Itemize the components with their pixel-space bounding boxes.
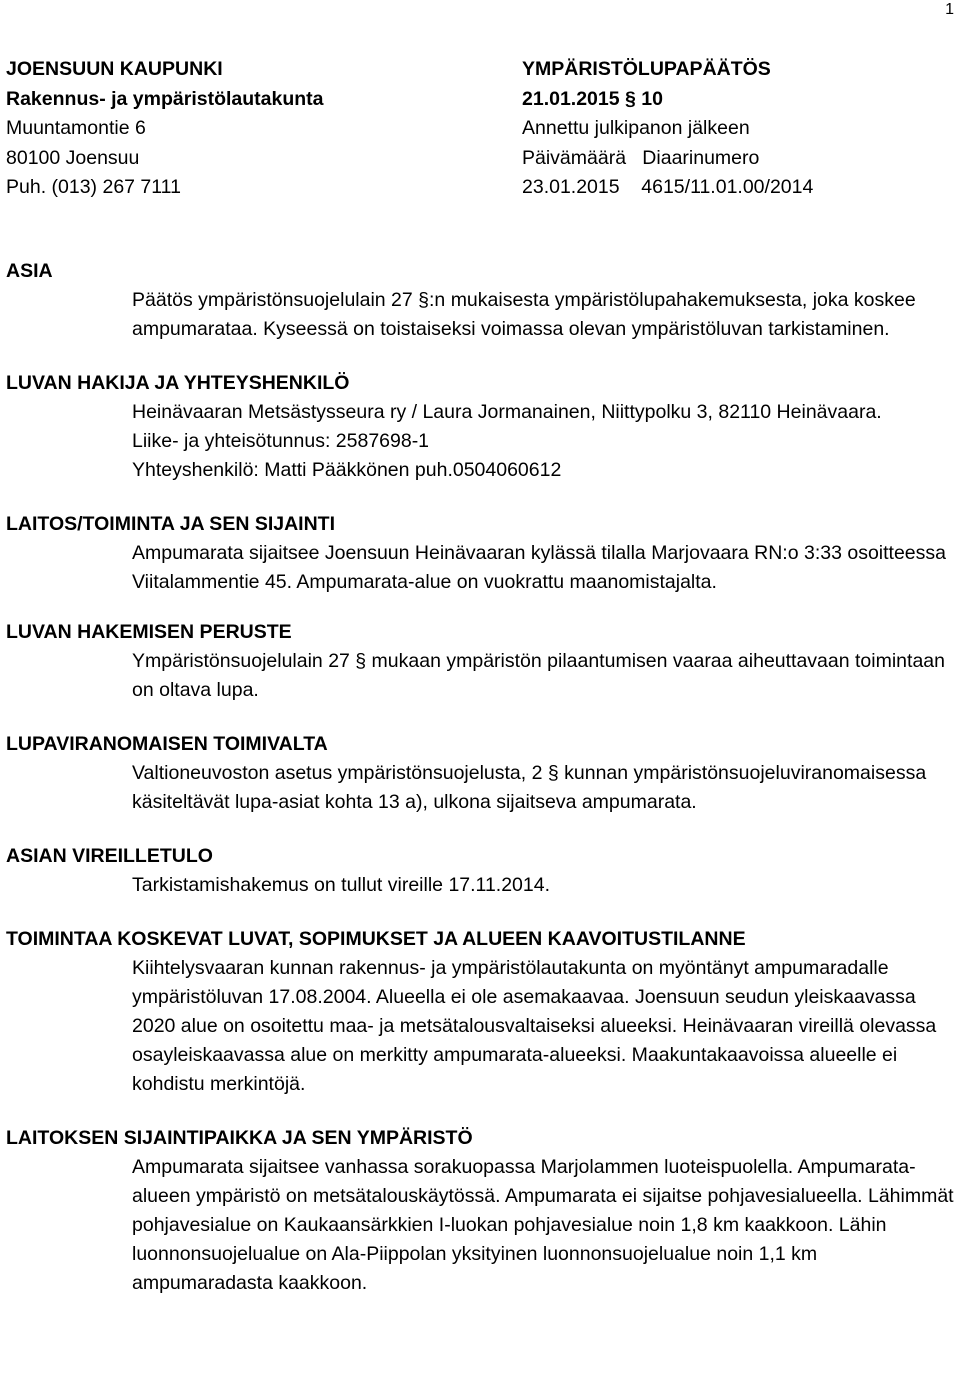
section-heading: ASIA	[6, 260, 53, 282]
paragraph: Ampumarata sijaitsee vanhassa sorakuopassa Marjolammen luoteispuolella. Ampumarata-alueen ympäristö on metsätalouskäytössä. Ampumarata ei sijaitse pohjavesialueella. Lähimmät pohjavesialue on Kaukaansärkkien I-luokan pohjavesialue noin 1,8 km kaakkoon. Lähin luonnonsuojelualue on Ala-Piippolan yksityinen luonnonsuojelualue noin 1,1 km ampumaradasta kaakkoon.	[132, 1156, 954, 1294]
phone-number: Puh. (013) 267 7111	[6, 176, 181, 198]
document-body	[6, 256, 956, 1298]
paragraph: Yhteyshenkilö: Matti Pääkkönen puh.0504060612	[132, 459, 562, 481]
department-name: Rakennus- ja ympäristölautakunta	[6, 87, 324, 110]
letterhead-row	[6, 114, 936, 144]
section-authority	[6, 729, 956, 817]
section-body	[132, 398, 956, 485]
letterhead-row	[6, 55, 936, 85]
document-type: YMPÄRISTÖLUPAPÄÄTÖS	[522, 58, 771, 80]
section-body	[132, 871, 956, 900]
section-asia	[6, 256, 956, 344]
section-body	[132, 539, 956, 597]
paragraph: Ympäristönsuojelulain 27 § mukaan ympäristön pilaantumisen vaaraa aiheuttavaan toimintaan on oltava lupa.	[132, 650, 945, 701]
section-heading: LUVAN HAKEMISEN PERUSTE	[6, 621, 292, 643]
section-basis	[6, 617, 956, 705]
paragraph: Valtioneuvoston asetus ympäristönsuojelusta, 2 § kunnan ympäristönsuojeluviranomaisessa käsiteltävät lupa-asiat kohta 13 a), ulkona sijaitseva ampumarata.	[132, 762, 927, 813]
section-heading: TOIMINTAA KOSKEVAT LUVAT, SOPIMUKSET JA ALUEEN KAAVOITUSTILANNE	[6, 928, 746, 950]
section-applicant	[6, 368, 956, 485]
section-heading: LUVAN HAKIJA JA YHTEYSHENKILÖ	[6, 372, 350, 394]
date-diary-labels: Päivämäärä Diaarinumero	[522, 146, 760, 169]
section-heading: LUPAVIRANOMAISEN TOIMIVALTA	[6, 733, 328, 755]
paragraph: Ampumarata sijaitsee Joensuun Heinävaaran kylässä tilalla Marjovaara RN:o 3:33 osoitteessa Viitalammentie 45. Ampumarata-alue on vuokrattu maanomistajalta.	[132, 542, 947, 593]
paragraph: Liike- ja yhteisötunnus: 2587698-1	[132, 430, 430, 452]
letterhead	[6, 55, 936, 203]
section-permits	[6, 924, 956, 1099]
section-body	[132, 286, 956, 344]
letterhead-row	[6, 173, 936, 203]
section-heading: LAITOKSEN SIJAINTIPAIKKA JA SEN YMPÄRISTÖ	[6, 1127, 473, 1149]
section-initiation	[6, 841, 956, 900]
section-body	[132, 759, 956, 817]
date-diary-values: 23.01.2015 4615/11.01.00/2014	[522, 176, 814, 198]
paragraph: Tarkistamishakemus on tullut vireille 17.11.2014.	[132, 874, 551, 896]
section-heading: ASIAN VIREILLETULO	[6, 845, 213, 867]
section-body	[132, 647, 956, 705]
street-address: Muuntamontie 6	[6, 117, 146, 139]
section-environment	[6, 1123, 956, 1298]
postal-address: 80100 Joensuu	[6, 146, 140, 169]
section-location	[6, 509, 956, 597]
section-heading: LAITOS/TOIMINTA JA SEN SIJAINTI	[6, 513, 336, 535]
letterhead-row	[6, 85, 936, 115]
paragraph: Päätös ympäristönsuojelulain 27 §:n mukaisesta ympäristölupahakemuksesta, joka koskee ampumarataa. Kyseessä on toistaiseksi voimassa olevan ympäristöluvan tarkistaminen.	[132, 289, 916, 340]
letterhead-row	[6, 144, 936, 174]
section-body	[132, 954, 956, 1099]
section-body	[132, 1153, 956, 1298]
paragraph: Kiihtelysvaaran kunnan rakennus- ja ympäristölautakunta on myöntänyt ampumaradalle ympäristöluvan 17.08.2004. Alueella ei ole asemakaavaa. Joensuun seudun yleiskaavassa 2020 alue on osoitettu maa- ja metsätalousvaltaiseksi alueeksi. Heinävaaran vireillä olevassa osayleiskaavassa alue on merkitty ampumarata-alueeksi. Maakuntakaavoissa alueelle ei kohdistu merkintöjä.	[132, 957, 937, 1095]
paragraph: Heinävaaran Metsästysseura ry / Laura Jormanainen, Niittypolku 3, 82110 Heinävaara.	[132, 401, 882, 423]
page-number: 1	[945, 1, 954, 18]
issued-note: Annettu julkipanon jälkeen	[522, 117, 750, 139]
organization-name: JOENSUUN KAUPUNKI	[6, 58, 223, 80]
decision-date: 21.01.2015 § 10	[522, 87, 663, 110]
